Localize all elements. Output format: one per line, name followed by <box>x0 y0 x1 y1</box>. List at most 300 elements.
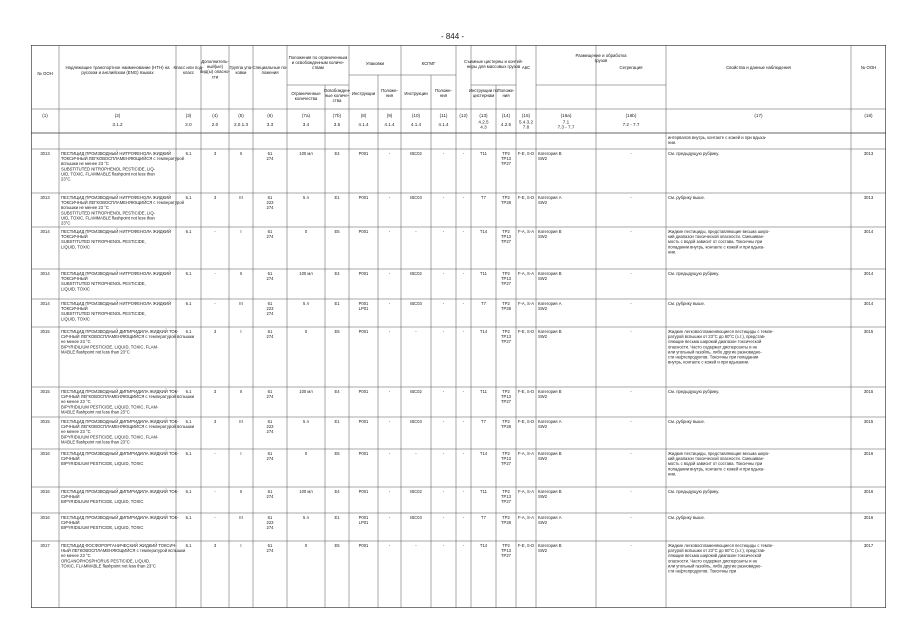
column-number: (18) <box>864 113 873 118</box>
cell-ibc-provision: - <box>442 195 445 200</box>
cell-proper-shipping-name: 23°C <box>61 176 71 182</box>
cell-tank-provisions: TP2 <box>502 271 510 276</box>
header-limited-excepted: и освобожденным количе- <box>291 60 345 66</box>
cell-class: 6.1 <box>185 489 192 494</box>
cell-un-number-right: 3016 <box>863 515 874 520</box>
page-number: - 844 - <box>440 32 465 41</box>
cell-special-provisions: 274 <box>266 429 274 435</box>
column-reference: 7.8 <box>522 124 530 130</box>
cell-packing-instruction: P001 <box>358 451 369 456</box>
cell-packing-instruction: P001 <box>358 195 369 200</box>
cell-tank-provisions: TP2 <box>502 389 510 394</box>
cell-special-provisions: 61 <box>267 489 273 494</box>
cell-limited-quantity: 5 л <box>303 515 309 520</box>
cell-proper-shipping-name: MABLE flashpoint not less than 23°C <box>61 349 130 355</box>
cell-special-provisions: 61 <box>267 515 273 520</box>
header-subsidiary-risk: сти <box>211 74 219 80</box>
cell-un-number: 3015 <box>40 389 50 394</box>
column-number: (13) <box>479 113 488 118</box>
header-ibc-provisions: Положе- <box>435 88 452 93</box>
cell-proper-shipping-name: не менее 23 °C <box>61 553 91 559</box>
header-special-provisions: Специальные по- <box>252 65 288 70</box>
cell-stowage: Категория B <box>538 151 562 156</box>
cell-segregation: - <box>630 419 632 424</box>
header-packing-provisions: Положе- <box>381 88 398 93</box>
header-special-provisions: ложения <box>261 70 279 76</box>
cell-excepted-quantity: E1 <box>334 301 340 306</box>
cell-ems: F-E, S-D <box>517 151 535 156</box>
cell-column-12: - <box>462 271 465 276</box>
cell-excepted-quantity: E1 <box>334 419 340 424</box>
cell-proper-shipping-name: ПЕСТИЦИД ФОСФОРОРГАНИЧЕСКИЙ ЖИДКИЙ ТОКСИЧ- <box>61 543 177 548</box>
cell-special-provisions: 223 <box>266 424 274 430</box>
cell-column-12: - <box>462 389 465 394</box>
cell-tank-provisions: TP13 <box>500 394 512 400</box>
cell-ibc-provision: - <box>442 151 445 156</box>
cell-stowage: Категория A <box>538 515 562 520</box>
cell-proper-shipping-name: ТОКСИЧНЫЙ ЛЕГКОВОСПЛАМЕНЯЮЩИЙСЯ с температурой <box>61 156 184 162</box>
cell-properties: ляющие весьма широкий диапазон токсической <box>668 553 762 559</box>
cell-properties: нии. <box>668 140 677 146</box>
cell-proper-shipping-name: не менее 23 °C <box>61 429 91 435</box>
cell-ibc-instruction: IBC03 <box>410 301 422 306</box>
cell-ibc-instruction: IBC02 <box>410 271 422 276</box>
cell-excepted-quantity: E4 <box>334 389 340 394</box>
column-reference: 7.3 - 7.7 <box>557 124 575 130</box>
column-reference: 4.1.4 <box>438 122 449 127</box>
cell-packing-provision: - <box>388 451 391 456</box>
cell-limited-quantity: 0 <box>304 329 308 334</box>
cell-tank-instruction: T7 <box>481 195 486 200</box>
column-reference: 3.3 <box>266 122 274 127</box>
cell-un-number-right: 3014 <box>863 229 874 234</box>
cell-ems: F-E, S-D <box>517 389 535 394</box>
header-un-number-right: № ООН <box>860 65 877 70</box>
cell-stowage: Категория B <box>538 329 562 334</box>
cell-proper-shipping-name: ПЕСТИЦИД ПРОИЗВОДНЫЙ НИТРОФЕНОЛА ЖИДКИЙ <box>61 301 172 306</box>
column-reference: 2.0 <box>211 122 219 127</box>
cell-tank-provisions: TP13 <box>500 156 512 162</box>
cell-proper-shipping-name: СИЧНЫЙ ЛЕГКОВОСПЛАМЕНЯЮЩИЙСЯ с температурой вспышки <box>61 394 195 400</box>
cell-tank-instruction: T14 <box>479 543 488 548</box>
cell-packing-instruction: P001 <box>358 543 369 548</box>
cell-subsidiary-risk: 3 <box>213 543 217 548</box>
cell-stowage: Категория B <box>538 389 562 394</box>
header-packing-group: Группа упа- <box>229 65 253 70</box>
cell-ibc-instruction: IBC02 <box>410 151 422 156</box>
cell-proper-shipping-name: СИЧНЫЙ <box>61 456 80 462</box>
cell-stowage: Категория B <box>538 543 562 548</box>
cell-ibc-provision: - <box>442 329 445 334</box>
cell-class: 6.1 <box>185 419 192 424</box>
cell-un-number: 3014 <box>40 229 50 234</box>
cell-packing-group: II <box>239 271 243 276</box>
cell-special-provisions: 274 <box>266 456 274 462</box>
cell-ibc-instruction: - <box>415 229 417 234</box>
cell-stowage: SW2 <box>538 156 548 162</box>
cell-stowage: Категория B <box>538 271 562 276</box>
cell-special-provisions: 223 <box>266 306 274 312</box>
cell-special-provisions: 61 <box>267 151 273 156</box>
cell-packing-provision: - <box>388 329 391 334</box>
cell-special-provisions: 61 <box>267 419 273 424</box>
column-number: (1) <box>42 113 48 118</box>
table-row <box>40 489 873 504</box>
cell-proper-shipping-name: вспышки не менее 23 °C <box>61 205 109 211</box>
cell-properties: мость с водой зависит от состава. Токсичны при <box>668 239 763 245</box>
cell-properties: См. предыдущую рубрику. <box>668 271 720 276</box>
cell-packing-group: III <box>239 515 243 520</box>
cell-tank-instruction: T11 <box>480 271 487 276</box>
cell-column-12: - <box>462 301 465 306</box>
table-row <box>40 151 873 182</box>
cell-stowage: SW2 <box>538 200 548 206</box>
column-references <box>112 120 639 130</box>
cell-special-provisions: 274 <box>266 548 274 554</box>
cell-stowage: SW2 <box>538 306 548 312</box>
cell-special-provisions: 274 <box>266 494 274 500</box>
cell-limited-quantity: 100 мл <box>299 151 313 156</box>
cell-un-number: 3014 <box>40 301 50 306</box>
cell-ibc-provision: - <box>442 229 445 234</box>
cell-tank-provisions: TP27 <box>500 339 512 345</box>
header-excepted-quantities: ства <box>332 98 342 104</box>
cell-ibc-provision: - <box>442 301 445 306</box>
column-reference: 3.4 <box>302 122 310 127</box>
cell-stowage: SW2 <box>538 456 548 462</box>
header-limited-quantities: количества <box>294 96 318 102</box>
cell-subsidiary-risk: 3 <box>213 329 217 334</box>
cell-packing-instruction: P001 <box>358 329 369 334</box>
cell-stowage: SW2 <box>538 394 548 400</box>
column-number: (15) <box>521 113 531 118</box>
cell-proper-shipping-name: MABLE flashpoint not less than 23°C <box>61 439 130 445</box>
cell-subsidiary-risk: - <box>214 301 216 306</box>
cell-tank-provisions: TP13 <box>500 276 512 282</box>
cell-properties: ратурой вспышки от 23°C до 60°C (з.т.), представ- <box>668 334 766 340</box>
cell-proper-shipping-name: ТОКСИЧНЫЙ <box>61 276 88 282</box>
cell-properties: сти нефтепродуктов. Токсичны при <box>668 568 737 574</box>
column-number: (16a) <box>560 113 572 118</box>
cell-un-number-right: 3016 <box>863 489 874 494</box>
cell-subsidiary-risk: - <box>214 229 216 234</box>
column-reference: 4.2.5 <box>500 122 512 127</box>
cell-tank-instruction: T11 <box>480 489 487 494</box>
cell-tank-instruction: T14 <box>479 229 488 234</box>
cell-properties: мость с водой зависит от состава. Токсичны при <box>668 461 763 467</box>
table-row <box>40 329 873 365</box>
cell-proper-shipping-name: BIPYRIDILIUM PESTICIDE, LIQUID, TOXIC <box>61 461 144 467</box>
cell-tank-instruction: T14 <box>479 451 488 456</box>
cell-limited-quantity: 0 <box>304 229 308 234</box>
cell-stowage: Категория A <box>538 301 562 306</box>
cell-proper-shipping-name: не менее 23 °C <box>61 399 91 405</box>
cell-column-12: - <box>462 451 465 456</box>
header-properties: Свойства и данные наблюдения <box>726 65 791 70</box>
table-row <box>668 135 767 145</box>
cell-properties: См. рубрику выше. <box>668 301 705 306</box>
cell-excepted-quantity: E4 <box>334 271 340 276</box>
header-subsidiary-risk: Дополнитель- <box>201 59 229 64</box>
cell-tank-provisions: TP2 <box>502 195 510 200</box>
cell-properties: попадании внутрь, контакте с кожей и при вдыха- <box>668 466 765 472</box>
cell-proper-shipping-name: BIPYRIDILIUM PESTICIDE, LIQUID, TOXIC, FLAM- <box>61 344 159 350</box>
cell-ems: F-A, S-A <box>517 489 535 494</box>
cell-stowage: SW2 <box>538 276 548 282</box>
cell-packing-provision: - <box>388 543 391 548</box>
cell-class: 6.1 <box>185 151 192 156</box>
cell-stowage: SW2 <box>538 548 548 554</box>
cell-tank-instruction: T11 <box>480 389 487 394</box>
cell-packing-instruction: P001 <box>358 419 369 424</box>
cell-excepted-quantity: E5 <box>334 229 340 234</box>
cell-packing-group: III <box>239 195 243 200</box>
cell-subsidiary-risk: 3 <box>213 389 217 394</box>
cell-class: 6.1 <box>185 271 192 276</box>
cell-limited-quantity: 0 <box>304 543 308 548</box>
cell-proper-shipping-name: SUBSTITUTED NITROPHENOL PESTICIDE, <box>61 281 146 287</box>
cell-special-provisions: 61 <box>267 329 273 334</box>
cell-limited-quantity: 100 мл <box>299 271 313 276</box>
column-reference: 3.1.2 <box>112 122 123 127</box>
cell-tank-instruction: T14 <box>479 329 488 334</box>
cell-packing-instruction: P001 <box>358 151 369 156</box>
column-reference: 2.0 <box>185 122 192 127</box>
column-reference: 4.1.4 <box>384 122 395 127</box>
dangerous-goods-table <box>31 45 886 608</box>
cell-un-number: 3013 <box>40 195 50 200</box>
cell-proper-shipping-name: ПЕСТИЦИД ПРОИЗВОДНЫЙ ДИПИРИДИЛА ЖИДКИЙ ТОК- <box>61 451 179 456</box>
header-packing-provisions: ния <box>385 93 394 99</box>
cell-special-provisions: 61 <box>267 271 273 276</box>
cell-ibc-provision: - <box>442 271 445 276</box>
column-reference: 2.0.1.3 <box>233 122 249 127</box>
cell-proper-shipping-name: СИЧНЫЙ ЛЕГКОВОСПЛАМЕНЯЮЩИЙСЯ с температурой вспышки <box>61 334 195 340</box>
cell-special-provisions: 274 <box>266 276 274 282</box>
cell-proper-shipping-name: BIPYRIDILIUM PESTICIDE, LIQUID, TOXIC <box>61 525 144 531</box>
header-stowage-handling: Размещение и обработка <box>575 53 627 58</box>
header-subsidiary-risk: ный(ые) <box>206 64 224 70</box>
cell-proper-shipping-name: СИЧНЫЙ <box>61 494 80 500</box>
cell-proper-shipping-name: BIPYRIDILIUM PESTICIDE, LIQUID, TOXIC, FLAM- <box>61 404 159 410</box>
cell-stowage: SW2 <box>538 494 548 500</box>
cell-proper-shipping-name: ПЕСТИЦИД ПРОИЗВОДНЫЙ ДИПИРИДИЛА ЖИДКИЙ ТОК- <box>61 515 179 520</box>
table-row <box>40 389 873 414</box>
cell-properties: опасности. Часто содержат дисперсанты и не <box>668 558 758 564</box>
cell-packing-group: II <box>239 389 243 394</box>
cell-ibc-instruction: IBC03 <box>410 419 422 424</box>
cell-packing-instruction: P001 <box>358 389 369 394</box>
header-un-number: № ООН <box>37 71 53 76</box>
cell-ibc-provision: - <box>442 451 445 456</box>
table-row <box>40 195 873 226</box>
cell-tank-provisions: TP27 <box>500 553 512 559</box>
cell-proper-shipping-name: вспышки не менее 23 °C <box>61 161 109 167</box>
table-row <box>40 419 873 444</box>
table-border <box>31 45 885 607</box>
cell-segregation: - <box>630 543 632 548</box>
column-number: (11) <box>439 113 448 118</box>
cell-properties: ляющие весьма широкий диапазон токсической <box>668 339 762 345</box>
cell-un-number-right: 3016 <box>863 451 874 456</box>
cell-column-12: - <box>462 419 465 424</box>
cell-proper-shipping-name: BIPYRIDILIUM PESTICIDE, LIQUID, TOXIC, FLAM- <box>61 434 159 440</box>
cell-properties: или угольный газойль, либо другие разновидно- <box>668 563 762 569</box>
cell-proper-shipping-name: НЫЙ ЛЕГКОВОСПЛАМЕНЯЮЩИЙСЯ с температурой вспышки <box>61 548 186 554</box>
cell-ems: F-A, S-A <box>517 301 535 306</box>
column-number: (9) <box>386 113 393 118</box>
cell-limited-quantity: 0 <box>304 451 308 456</box>
cell-class: 6.1 <box>185 301 192 306</box>
column-numbers <box>42 113 873 118</box>
cell-ems: F-E, S-D <box>517 543 535 548</box>
cell-ibc-instruction: - <box>415 451 417 456</box>
column-reference: 4.3 <box>480 124 487 130</box>
cell-column-12: - <box>462 489 465 494</box>
column-reference: 4.1.4 <box>358 122 369 127</box>
column-number: (4) <box>212 113 218 118</box>
cell-proper-shipping-name: СИЧНЫЙ <box>61 520 80 526</box>
cell-properties: См. рубрику выше. <box>668 195 705 200</box>
cell-tank-provisions: TP2 <box>502 329 510 334</box>
cell-un-number: 3016 <box>40 489 50 494</box>
header-tank-provisions: Положе- <box>497 88 515 93</box>
table-row <box>40 301 873 321</box>
cell-class: 6.1 <box>185 451 192 456</box>
header-segregation: Сегрегация <box>619 65 643 70</box>
header-ibc-provisions: ния <box>439 93 448 99</box>
cell-subsidiary-risk: 3 <box>213 151 217 156</box>
cell-ems: F-A, S-A <box>517 451 535 456</box>
cell-un-number-right: 3013 <box>863 195 874 200</box>
cell-excepted-quantity: E4 <box>334 151 340 156</box>
cell-segregation: - <box>630 515 632 520</box>
cell-un-number-right: 3013 <box>863 151 874 156</box>
cell-packing-instruction: P001 <box>358 271 369 276</box>
cell-properties: Жидкие легковоспламеняющиеся пестициды с темпе- <box>668 543 774 548</box>
cell-proper-shipping-name: MABLE flashpoint not less than 23°C <box>61 409 130 415</box>
cell-proper-shipping-name: LIQUID, TOXIC <box>61 316 90 322</box>
cell-packing-provision: - <box>388 151 391 156</box>
cell-stowage: SW2 <box>538 334 548 340</box>
cell-ems: F-E, S-D <box>517 195 535 200</box>
cell-properties: кий диапазон токсической опасности. Смешивае- <box>668 234 765 240</box>
column-number: (2) <box>114 113 121 118</box>
cell-limited-quantity: 5 л <box>303 301 309 306</box>
cell-subsidiary-risk: 3 <box>213 419 217 424</box>
cell-segregation: - <box>630 195 632 200</box>
cell-packing-instruction: P001 <box>358 229 369 234</box>
cell-un-number-right: 3017 <box>863 543 874 548</box>
cell-proper-shipping-name: ПЕСТИЦИД ПРОИЗВОДНЫЙ ДИПИРИДИЛА ЖИДКИЙ ТОК- <box>61 489 179 494</box>
cell-ibc-provision: - <box>442 543 445 548</box>
cell-tank-provisions: TP13 <box>500 234 512 240</box>
cell-segregation: - <box>630 451 632 456</box>
cell-tank-provisions: TP27 <box>500 281 512 287</box>
cell-class: 6.1 <box>185 389 192 394</box>
cell-properties: См. предыдущую рубрику. <box>668 489 720 494</box>
cell-special-provisions: 274 <box>266 525 274 531</box>
cell-ems: F-E, S-D <box>517 329 535 334</box>
cell-un-number: 3017 <box>40 543 50 548</box>
cell-tank-provisions: TP2 <box>502 451 510 456</box>
column-number: (7a) <box>301 113 311 118</box>
table-row <box>40 229 873 254</box>
cell-stowage: Категория B <box>538 489 562 494</box>
cell-packing-group: III <box>239 419 243 424</box>
header-tank-instructions: Инструкции по <box>468 88 499 93</box>
cell-packing-group: I <box>240 329 242 334</box>
header-stowage-handling: грузов <box>594 58 608 64</box>
cell-ibc-provision: - <box>442 419 445 424</box>
cell-packing-instruction: P001 <box>358 489 369 494</box>
cell-tank-provisions: TP13 <box>500 334 512 340</box>
cell-special-provisions: 61 <box>267 451 273 456</box>
cell-ems: F-E, S-D <box>517 419 535 424</box>
cell-proper-shipping-name: ТОКСИЧНЫЙ <box>61 306 88 312</box>
cell-proper-shipping-name: ПЕСТИЦИД ПРОИЗВОДНЫЙ НИТРОФЕНОЛА ЖИДКИЙ <box>61 229 172 234</box>
cell-properties: опасности. Часто содержат дисперсанты и не <box>668 344 758 350</box>
cell-un-number-right: 3015 <box>863 329 874 334</box>
header-subsidiary-risk: вид(ы) опасно- <box>200 69 230 75</box>
column-number: (17) <box>754 113 763 118</box>
cell-properties: попадании внутрь, контакте с кожей и при вдыха- <box>668 244 765 250</box>
cell-packing-provision: - <box>388 271 391 276</box>
cell-properties: нии. <box>668 249 677 255</box>
header-packagings: Упаковки <box>365 61 385 66</box>
cell-ems: F-A, S-A <box>517 515 535 520</box>
column-number: (10) <box>411 113 421 118</box>
header-proper-shipping-name: русском и английском (ENG) языках <box>81 70 154 76</box>
table-row <box>40 451 873 476</box>
cell-tank-provisions: TP27 <box>500 499 512 505</box>
cell-packing-group: II <box>239 151 243 156</box>
cell-excepted-quantity: E5 <box>334 329 340 334</box>
cell-ibc-instruction: IBC02 <box>410 489 422 494</box>
cell-packing-group: I <box>240 229 242 234</box>
cell-proper-shipping-name: ПЕСТИЦИД ПРОИЗВОДНЫЙ ДИПИРИДИЛА ЖИДКИЙ ТОК- <box>61 389 179 394</box>
cell-segregation: - <box>630 229 632 234</box>
cell-packing-provision: - <box>388 229 391 234</box>
header-ibcs: КСГМГ <box>421 61 436 66</box>
cell-ibc-provision: - <box>442 389 445 394</box>
cell-tank-provisions: TP13 <box>500 548 512 554</box>
cell-proper-shipping-name: ПЕСТИЦИД ПРОИЗВОДНЫЙ НИТРОФЕНОЛА ЖИДКИЙ <box>61 271 172 276</box>
cell-proper-shipping-name: LIQUID, TOXIC <box>61 286 90 292</box>
cell-ems: F-A, S-A <box>517 229 535 234</box>
cell-un-number-right: 3015 <box>863 389 874 394</box>
column-reference: 7.2 - 7.7 <box>622 122 640 127</box>
header-tank-provisions: ния <box>502 93 510 99</box>
cell-tank-provisions: TP28 <box>500 520 512 526</box>
cell-ems: F-A, S-A <box>517 271 535 276</box>
cell-stowage: SW2 <box>538 520 548 526</box>
cell-properties: внутрь, контакте с кожей и при вдыхании. <box>668 359 750 365</box>
header-tank-instructions: цистернам <box>472 93 495 99</box>
cell-tank-instruction: T7 <box>481 515 486 520</box>
cell-segregation: - <box>630 301 632 306</box>
cell-special-provisions: 274 <box>266 205 274 211</box>
cell-packing-group: III <box>239 301 243 306</box>
header-tanks-bulk: неры для массовых грузов <box>466 64 521 70</box>
cell-tank-instruction: T7 <box>481 301 486 306</box>
cell-excepted-quantity: E1 <box>334 515 340 520</box>
cell-tank-provisions: TP2 <box>502 543 510 548</box>
cell-tank-provisions: TP2 <box>502 515 510 520</box>
cell-stowage: Категория A <box>538 195 562 200</box>
cell-packing-group: I <box>240 543 242 548</box>
cell-packing-provision: - <box>388 419 391 424</box>
